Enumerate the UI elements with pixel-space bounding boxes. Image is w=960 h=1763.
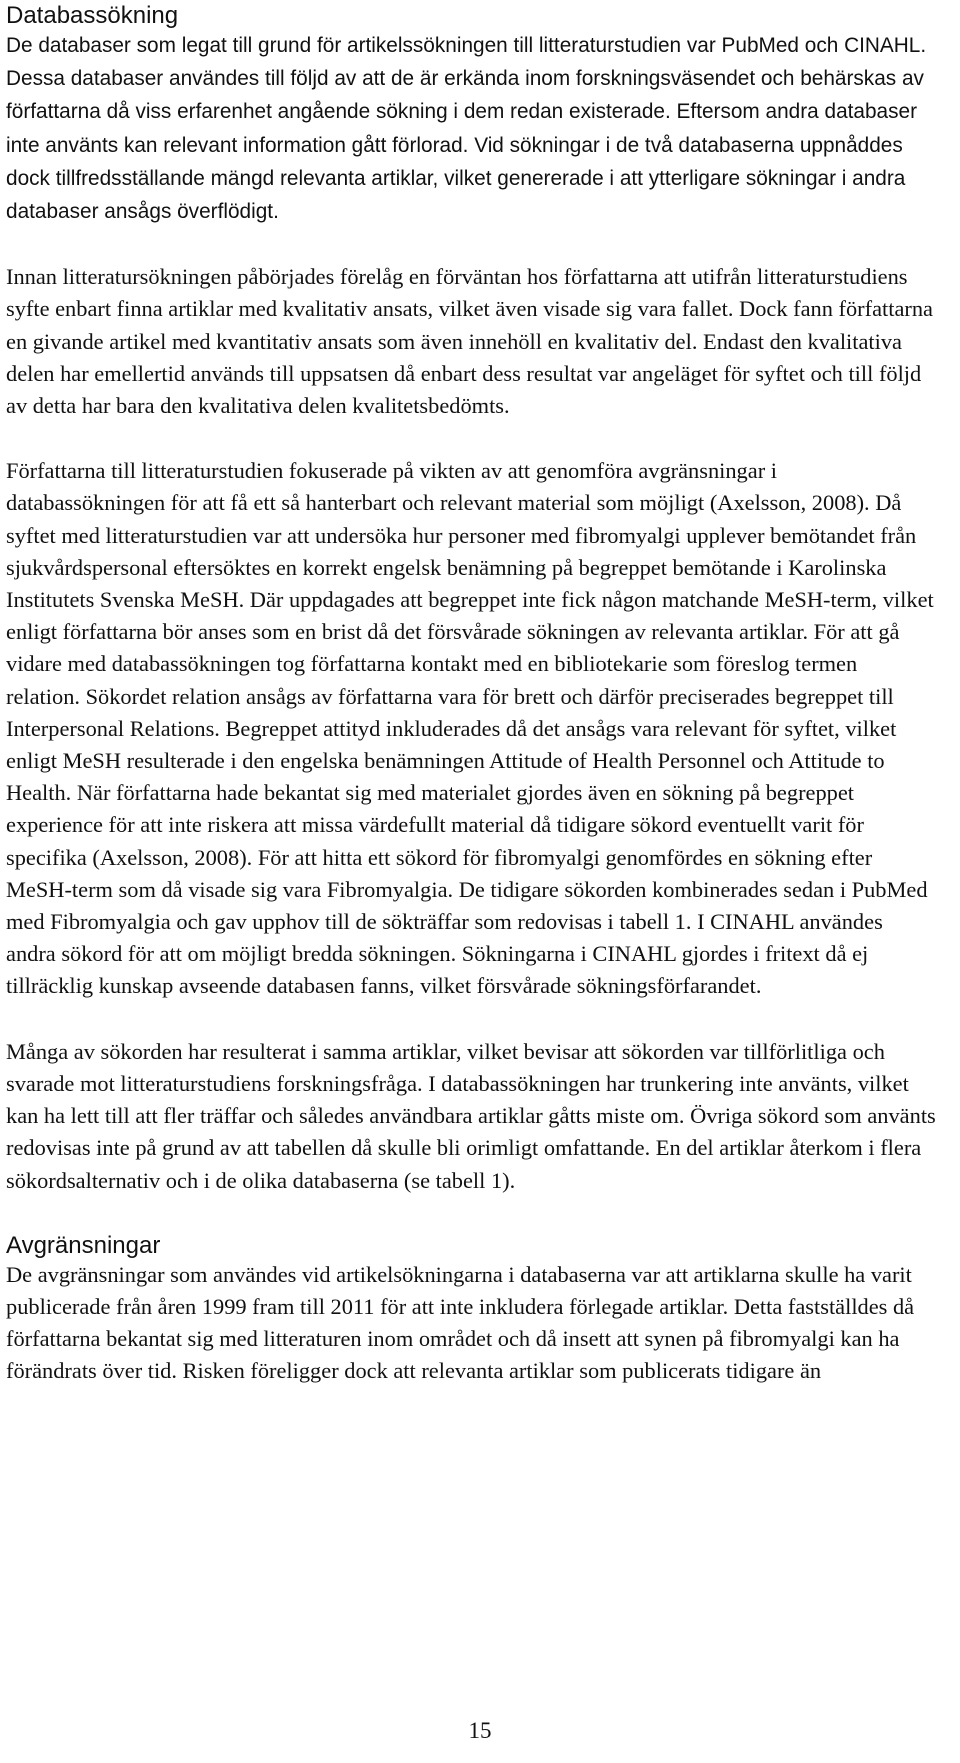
page-number: 15: [468, 1718, 492, 1743]
paragraph-1-part-2: Eftersom andra databaser inte använts kan relevant information gått förlorad. Vid sökningar i de två databaserna uppnåddes dock tillfredsställande mängd relevanta artiklar, vilket genererade i att ytterligare sökningar i andra databaser ansågs överflödigt.: [6, 100, 918, 224]
paragraph-gap: [6, 1003, 936, 1036]
paragraph-3: [6, 455, 936, 1002]
paragraph-1-part-1: De databaser som legat till grund för artikelssökningen till litteraturstudien var PubMed och CINAHL. Dessa databaser användes till följd av att de är erkända inom forskningsväsendet och behärskas av författarna då viss erfarenhet angående sökning i dem redan existerade.: [6, 34, 927, 124]
paragraph-gap: [6, 228, 936, 261]
paragraph-3-text: Författarna till litteraturstudien fokuserade på vikten av att genomföra avgränsningar i databassökningen för att få ett så hanterbart och relevant material som möjligt (Axelsson, 2008). Då syftet med litteraturstudien var att undersöka hur personer med fibromyalgi upplever bemötandet från sjukvårdspersonal eftersöktes en korrekt engelsk benämning på begreppet bemötande i Karolinska Institutets Svenska MeSH. Där uppdagades att begreppet inte fick någon matchande MeSH-term, vilket enligt författarna bör anses som en brist då det försvårade sökningen av relevanta artiklar. För att gå vidare med databassökningen tog författarna kontakt med en bibliotekarie som föreslog termen relation. Sökordet relation ansågs av författarna vara för brett och därför preciserades begreppet till Interpersonal Relations. Begreppet attityd inkluderades då det ansågs vara relevant för syftet, vilket enligt MeSH resulterade i den engelska benämningen Attitude of Health Personnel och Attitude to Health. När författarna hade bekantat sig med materialet gjordes även en sökning på begreppet experience för att inte riskera att missa värdefullt material då tidigare sökord eventuellt varit för specifika (Axelsson, 2008). För att hitta ett sökord för fibromyalgi genomfördes en sökning efter MeSH-term som då visade sig vara Fibromyalgia. De tidigare sökorden kombinerades sedan i PubMed med Fibromyalgia och gav upphov till de sökträffar som redovisas i tabell 1. I CINAHL användes andra sökord för att om möjligt bredda sökningen. Sökningarna i CINAHL gjordes i fritext då ej tillräcklig kunskap avseende databasen fanns, vilket försvårade sökningsförfarandet.: [6, 458, 934, 999]
paragraph-5: [6, 1259, 936, 1388]
paragraph-5-text: De avgränsningar som användes vid artikelsökningarna i databaserna var att artiklarna skulle ha varit publicerade från åren 1999 fram till 2011 för att inte inkludera förlegade artiklar. Detta fastställdes då författarna bekantat sig med litteraturen inom området och då insett att synen på fibromyalgi kan ha förändrats över tid. Risken föreligger dock att relevanta artiklar som publicerats tidigare än: [6, 1261, 915, 1384]
section-gap: [6, 1197, 936, 1232]
document-page: [6, 0, 936, 1388]
section-heading-databassokning: Databassökning: [6, 2, 179, 29]
paragraph-gap: [6, 422, 936, 455]
paragraph-4-text: Många av sökorden har resulterat i samma artiklar, vilket bevisar att sökorden var tillförlitliga och svarade mot litteraturstudiens forskningsfråga. I databassökningen har trunkering inte använts, vilket kan ha lett till att fler träffar och således användbara artiklar gåtts miste om. Övriga sökord som använts redovisas inte på grund av att tabellen då skulle bli orimligt omfattande. En del artiklar återkom i flera sökordsalternativ och i de olika databaserna (se tabell 1).: [6, 1038, 936, 1193]
paragraph-2-text: Innan litteratursökningen påbörjades förelåg en förväntan hos författarna att utifrån litteraturstudiens syfte enbart finna artiklar med kvalitativ ansats, vilket även visade sig vara fallet. Dock fann författarna en givande artikel med kvantitativ ansats som även innehöll en kvalitativ del. Endast den kvalitativa delen har emellertid används till uppsatsen då enbart dess resultat var angeläget för syftet och till följd av detta har bara den kvalitativa delen kvalitetsbedömts.: [6, 264, 933, 419]
paragraph-2: [6, 261, 936, 422]
paragraph-4: [6, 1036, 936, 1197]
section-heading-avgransningar: Avgränsningar: [6, 1231, 161, 1259]
paragraph-1: [6, 29, 936, 228]
